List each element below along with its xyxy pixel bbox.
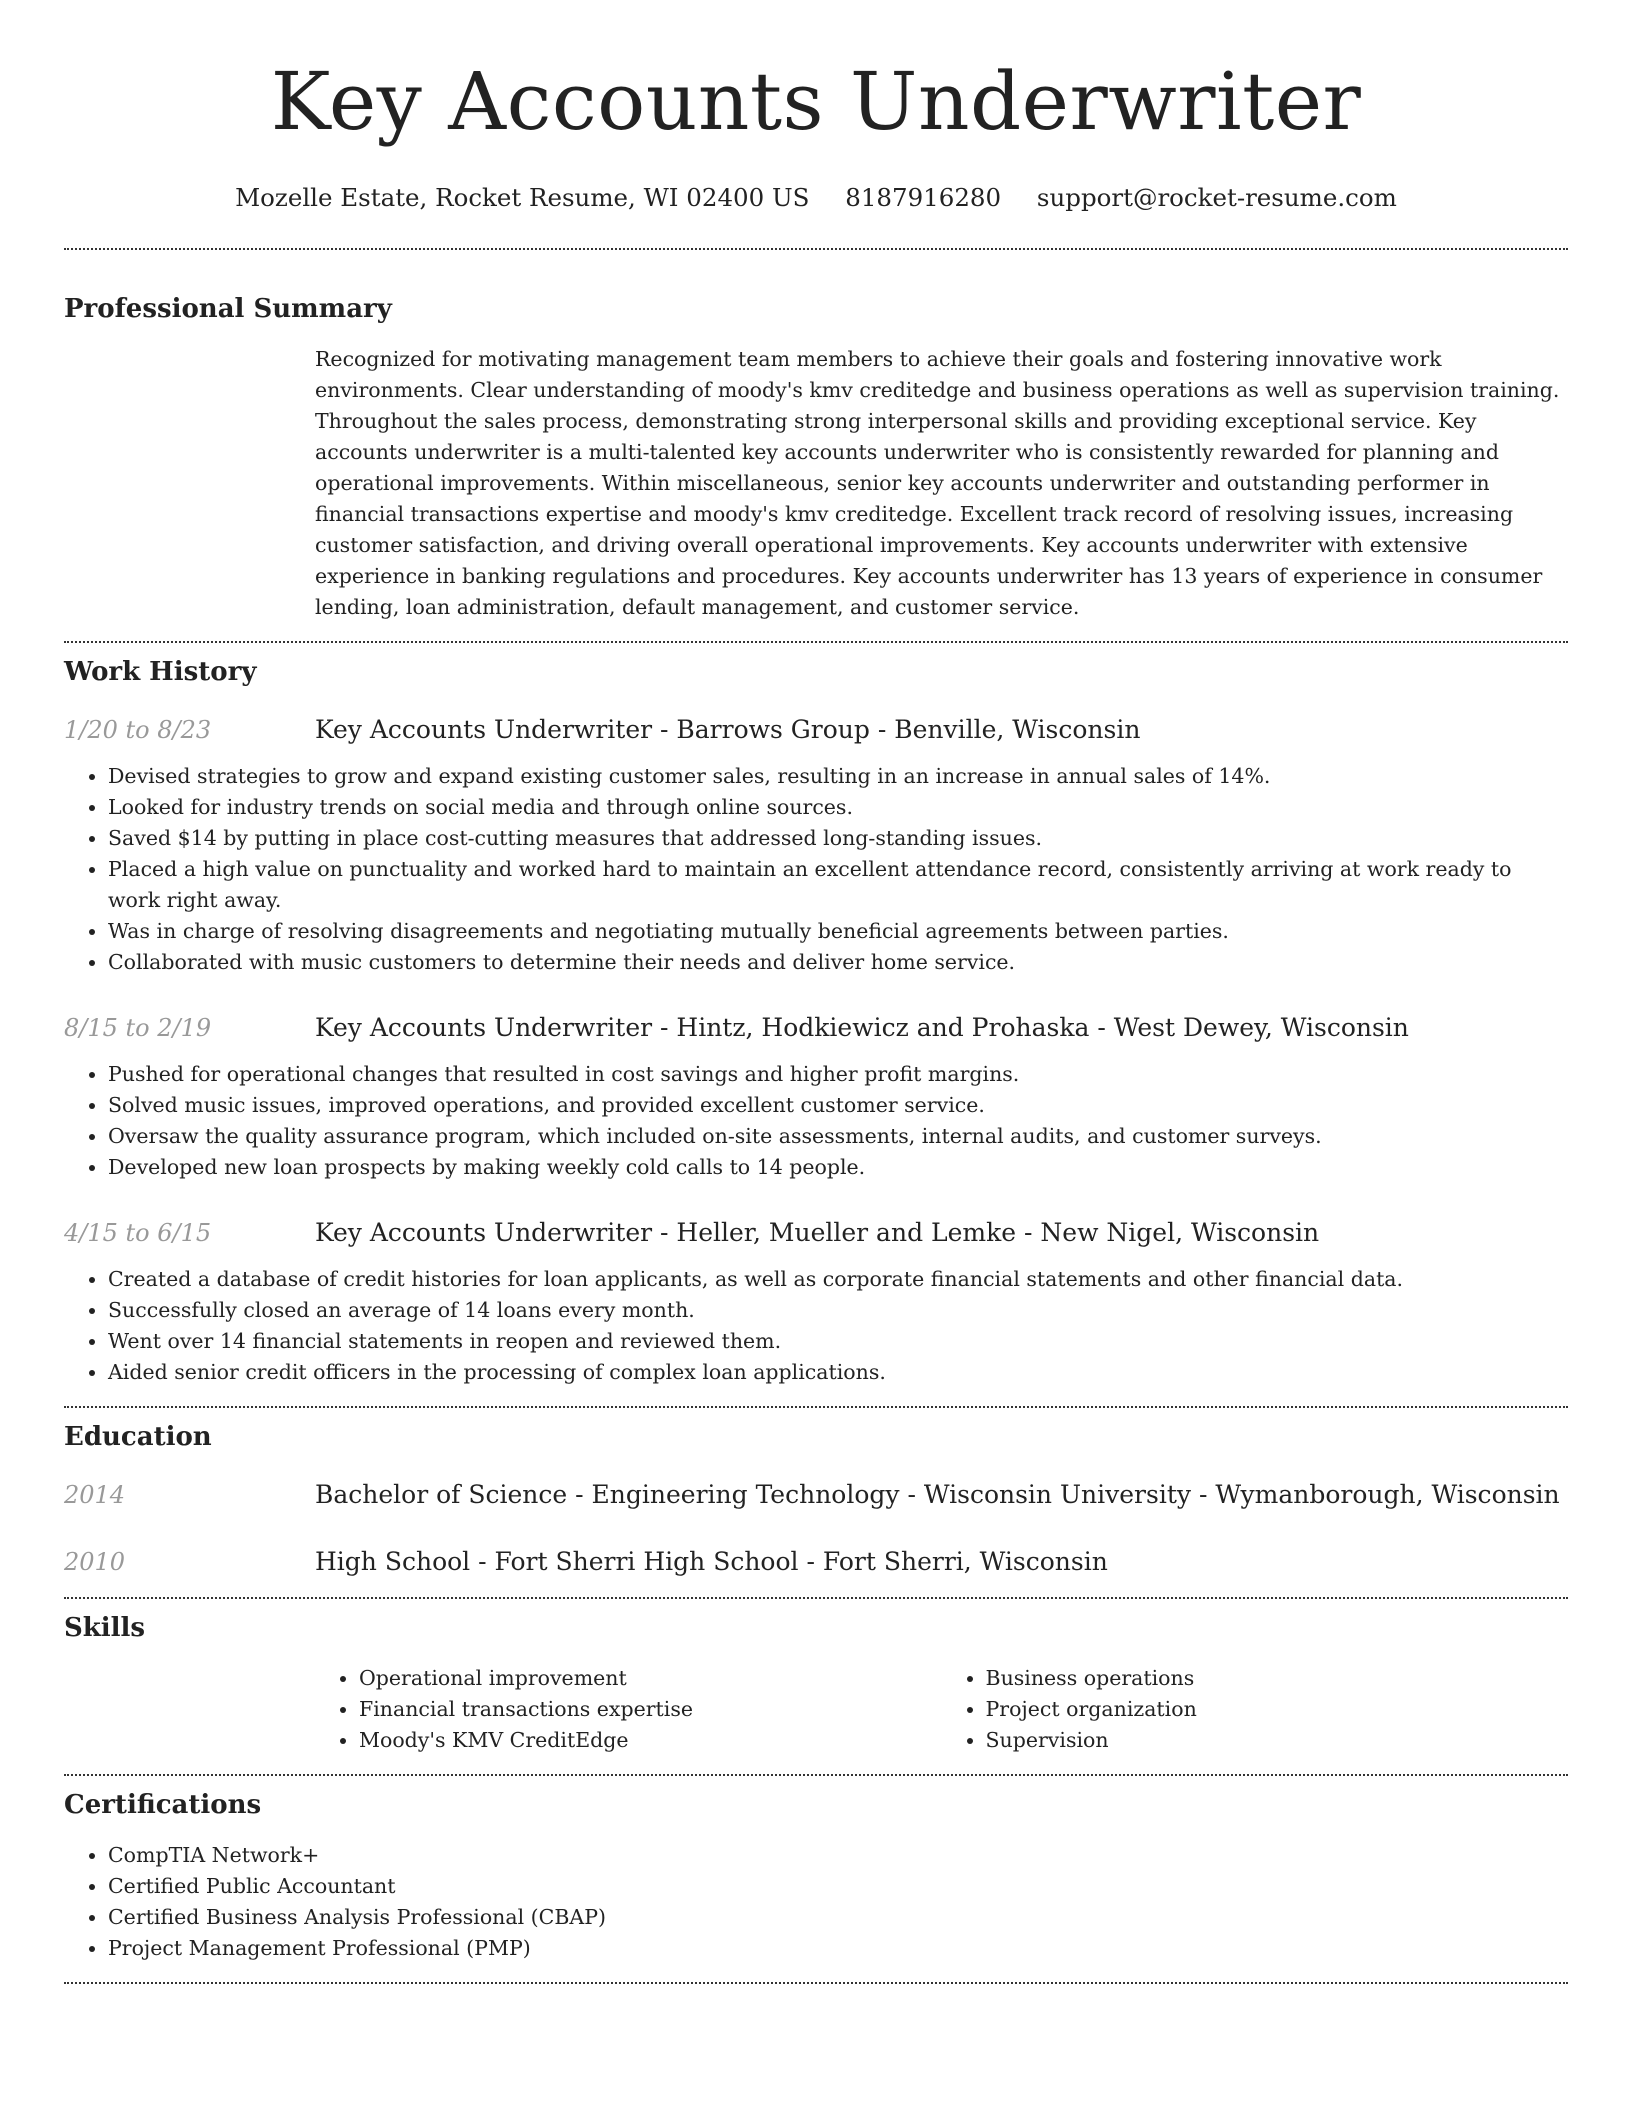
resume-title: Key Accounts Underwriter <box>270 55 1362 148</box>
skills-list-right <box>942 1663 1569 1756</box>
list-item: • Developed new loan prospects by making weekly cold calls to 14 people. <box>108 1152 1568 1183</box>
list-item: • Financial transactions expertise <box>359 1694 942 1725</box>
skills-list-left <box>315 1663 942 1756</box>
list-item: • Saved $14 by putting in place cost-cutting measures that addressed long-standing issues. <box>108 823 1568 854</box>
education-text: Bachelor of Science - Engineering Technology - Wisconsin University - Wymanborough, Wisconsin <box>315 1480 1560 1509</box>
education-year: 2014 <box>64 1481 126 1509</box>
section-title-work: Work History <box>64 657 257 687</box>
summary-section <box>64 250 1568 623</box>
list-item: • Solved music issues, improved operations, and provided excellent customer service. <box>108 1090 1568 1121</box>
contact-address: Mozelle Estate, Rocket Resume, WI 02400 US <box>235 183 810 212</box>
contact-email: support@rocket-resume.com <box>1036 183 1397 212</box>
job-bullets <box>64 1264 1568 1388</box>
list-item: • Oversaw the quality assurance program, which included on-site assessments, internal audits, and customer surveys. <box>108 1121 1568 1152</box>
list-item: • Was in charge of resolving disagreements and negotiating mutually beneficial agreements between parties. <box>108 916 1568 947</box>
list-item: • Created a database of credit histories for loan applicants, as well as corporate financial statements and other financial data. <box>108 1264 1568 1295</box>
list-item: • Aided senior credit officers in the processing of complex loan applications. <box>108 1357 1568 1388</box>
list-item: • Project organization <box>986 1694 1569 1725</box>
list-item: • Went over 14 financial statements in reopen and reviewed them. <box>108 1326 1568 1357</box>
education-section <box>64 1408 1568 1579</box>
summary-text: Recognized for motivating management team members to achieve their goals and fostering innovative work environments. Clear understanding of moody's kmv creditedge and business operations as well as supervision training. Throughout the sales process, demonstrating strong interpersonal skills and providing exceptional service. Key accounts underwriter is a multi-talented key accounts underwriter who is consistently rewarded for planning and operational improvements. Within miscellaneous, senior key accounts underwriter and outstanding performer in financial transactions expertise and moody's kmv creditedge. Excellent track record of resolving issues, increasing customer satisfaction, and driving overall operational improvements. Key accounts underwriter with extensive experience in banking regulations and procedures. Key accounts underwriter has 13 years of experience in consumer lending, loan administration, default management, and customer service. <box>315 347 1560 619</box>
job-heading: Key Accounts Underwriter - Barrows Group - Benville, Wisconsin <box>315 715 1141 744</box>
education-text: High School - Fort Sherri High School - Fort Sherri, Wisconsin <box>315 1547 1108 1576</box>
list-item: • Operational improvement <box>359 1663 942 1694</box>
skills-grid <box>315 1663 1568 1756</box>
list-item: • CompTIA Network+ <box>108 1840 1568 1871</box>
job-bullets <box>64 1059 1568 1183</box>
education-entry <box>64 1478 1568 1512</box>
list-item: • Certified Business Analysis Professional (CBAP) <box>108 1902 1568 1933</box>
list-item: • Moody's KMV CreditEdge <box>359 1725 942 1756</box>
divider <box>64 1982 1568 1984</box>
section-title-skills: Skills <box>64 1613 146 1643</box>
list-item: • Collaborated with music customers to determine their needs and deliver home service. <box>108 947 1568 978</box>
list-item: • Business operations <box>986 1663 1569 1694</box>
job-heading: Key Accounts Underwriter - Hintz, Hodkiewicz and Prohaska - West Dewey, Wisconsin <box>315 1013 1409 1042</box>
job-entry <box>64 1216 1568 1388</box>
section-title-education: Education <box>64 1422 212 1452</box>
list-item: • Looked for industry trends on social media and through online sources. <box>108 792 1568 823</box>
list-item: • Supervision <box>986 1725 1569 1756</box>
list-item: • Devised strategies to grow and expand existing customer sales, resulting in an increase in annual sales of 14%. <box>108 761 1568 792</box>
list-item: • Certified Public Accountant <box>108 1871 1568 1902</box>
contact-phone: 8187916280 <box>845 183 1002 212</box>
contact-line <box>64 182 1568 214</box>
education-year: 2010 <box>64 1548 126 1576</box>
certifications-section <box>64 1776 1568 1964</box>
job-dates: 8/15 to 2/19 <box>64 1014 212 1042</box>
job-entry <box>64 713 1568 978</box>
job-dates: 1/20 to 8/23 <box>64 716 212 744</box>
job-entry <box>64 1011 1568 1183</box>
job-bullets <box>64 761 1568 978</box>
certifications-list <box>64 1840 1568 1964</box>
education-entry <box>64 1545 1568 1579</box>
section-title-summary: Professional Summary <box>64 294 392 324</box>
section-title-certifications: Certifications <box>64 1790 262 1820</box>
work-section <box>64 643 1568 1388</box>
list-item: • Pushed for operational changes that resulted in cost savings and higher profit margins. <box>108 1059 1568 1090</box>
job-heading: Key Accounts Underwriter - Heller, Mueller and Lemke - New Nigel, Wisconsin <box>315 1218 1320 1247</box>
skills-section <box>64 1599 1568 1756</box>
list-item: • Project Management Professional (PMP) <box>108 1933 1568 1964</box>
list-item: • Successfully closed an average of 14 loans every month. <box>108 1295 1568 1326</box>
list-item: • Placed a high value on punctuality and worked hard to maintain an excellent attendance record, consistently arriving at work ready to work right away. <box>108 854 1568 916</box>
job-dates: 4/15 to 6/15 <box>64 1219 212 1247</box>
